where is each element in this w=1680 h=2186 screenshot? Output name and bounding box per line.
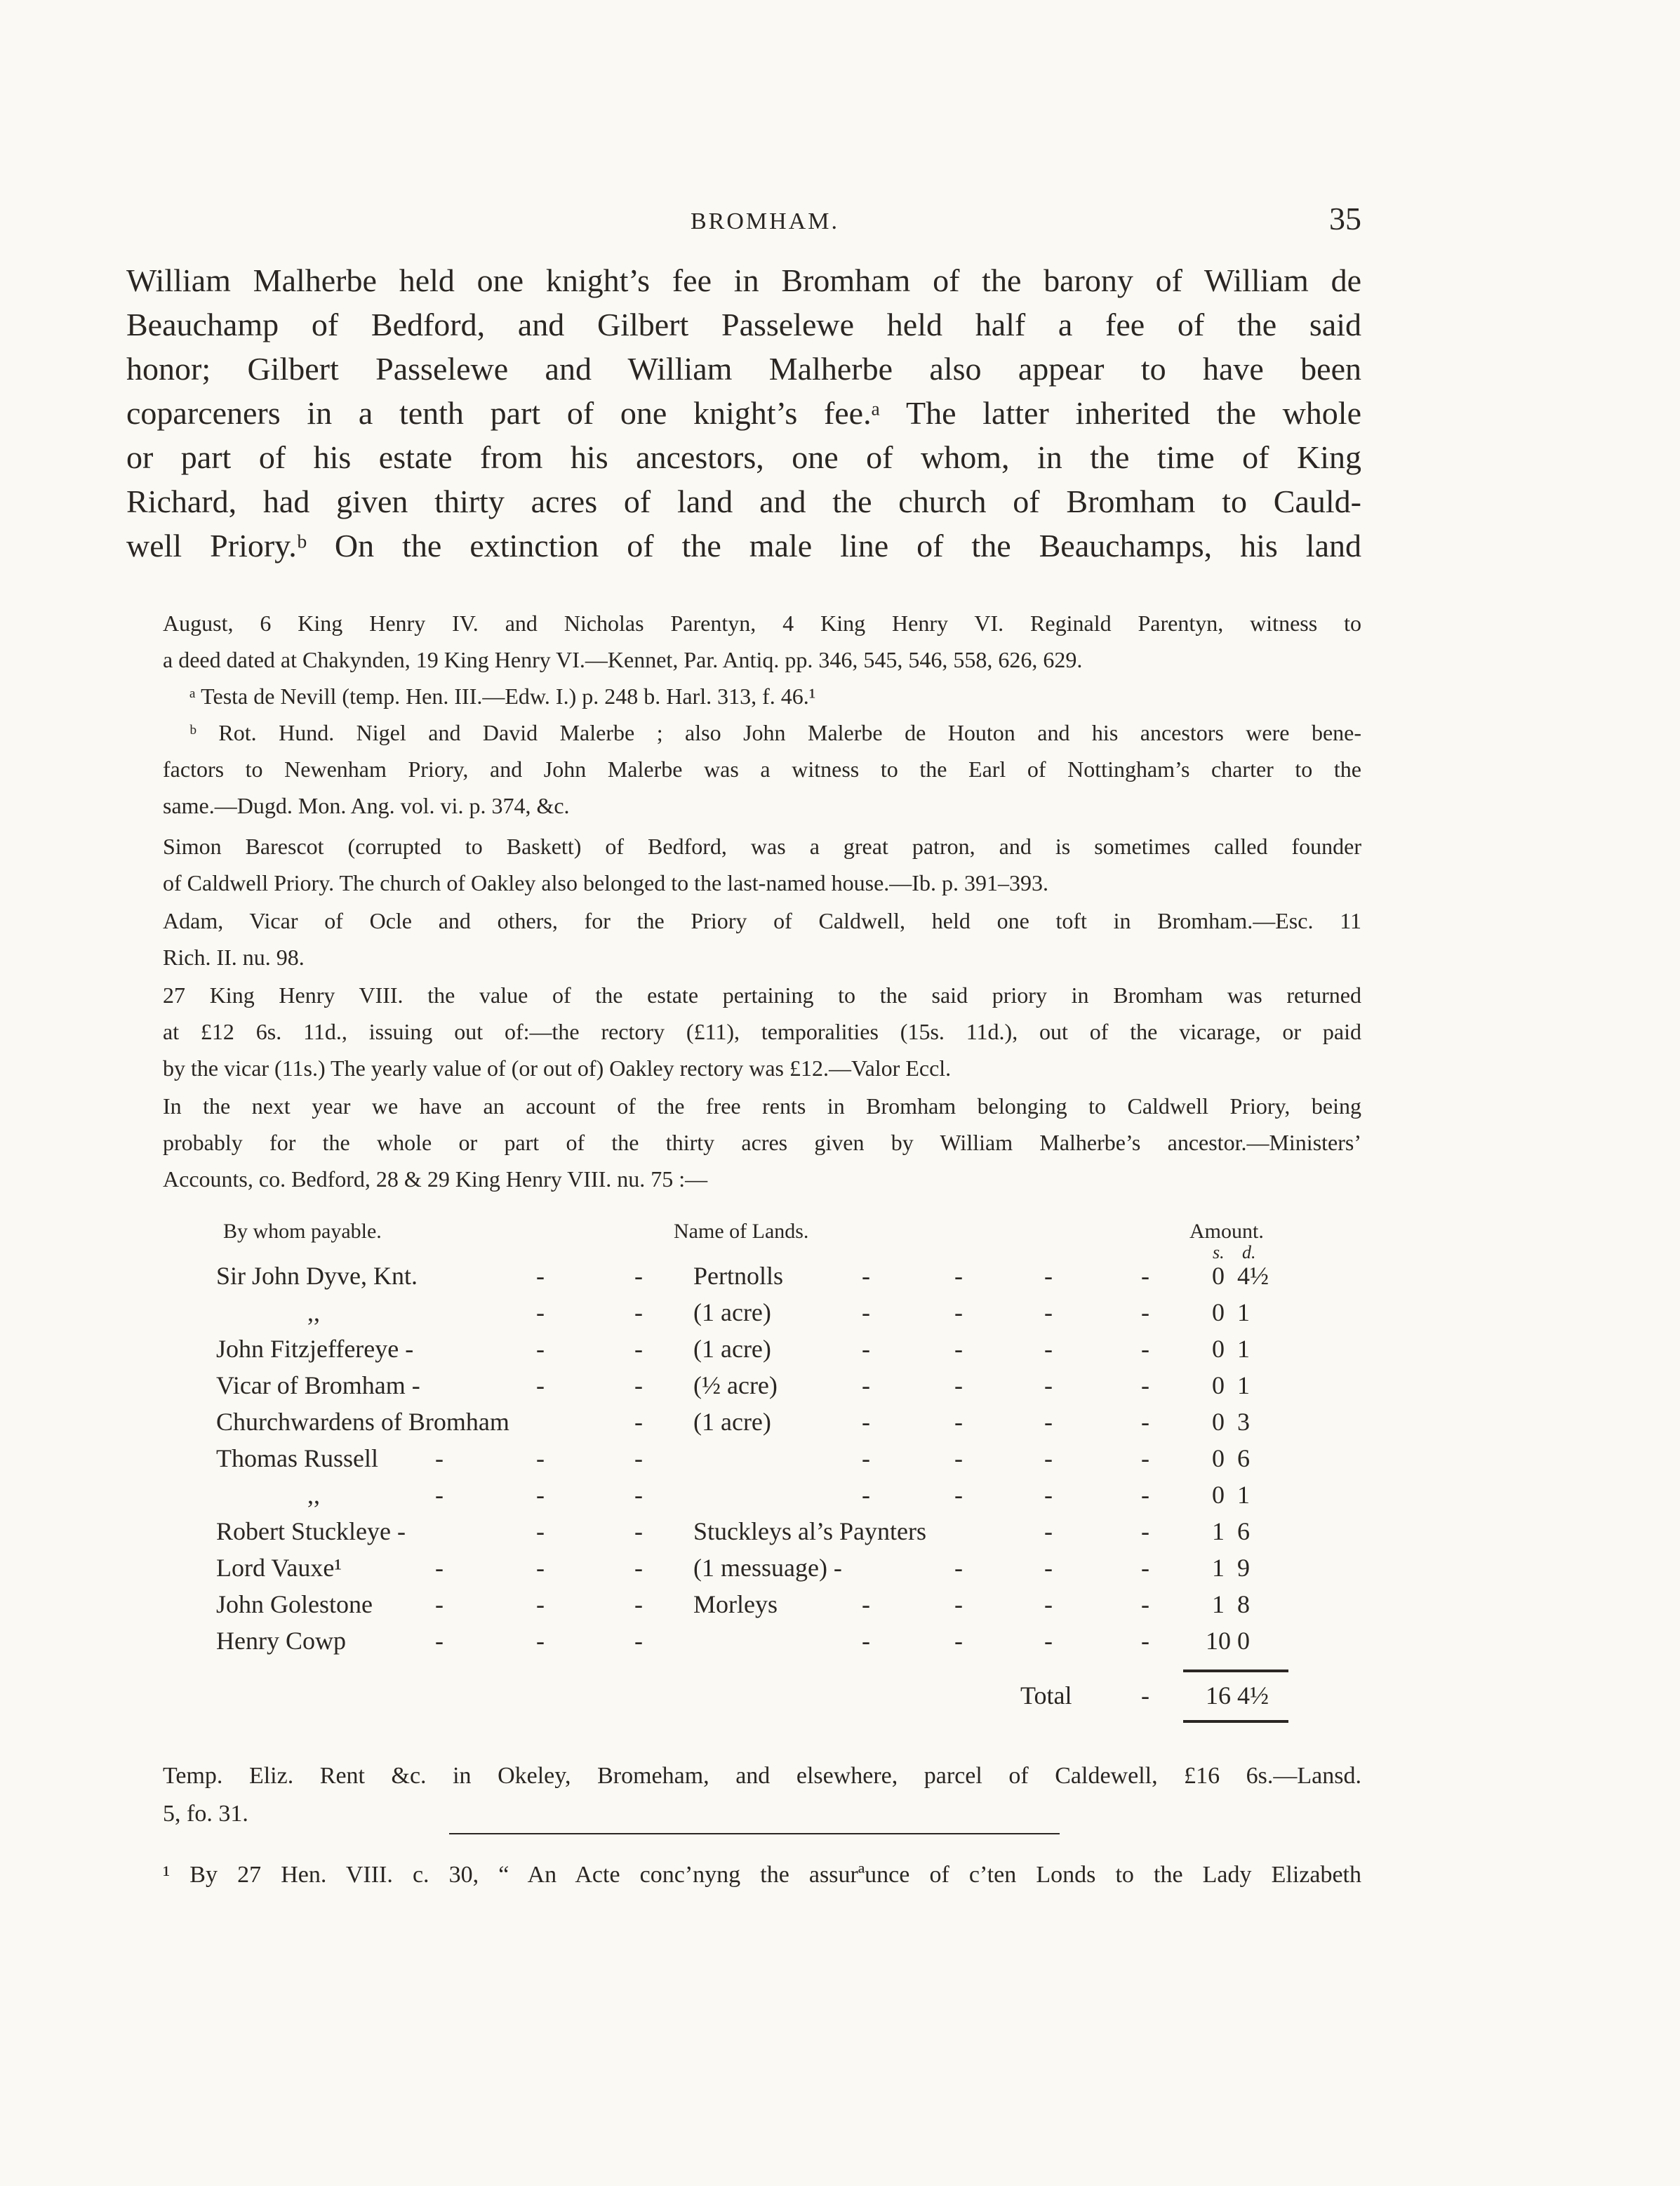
main-line: well Priory.ᵇ On the extinction of the male line of the Beauchamps, his land (126, 528, 1361, 564)
total-row (216, 1681, 1290, 1717)
land-name: (1 acre) (693, 1298, 771, 1326)
land-name: (1 messuage) - (693, 1554, 842, 1582)
footnote-simon (163, 828, 1361, 901)
footnote-line: 27 King Henry VIII. the value of the estate pertaining to the said priory in Bromham was returned (163, 982, 1361, 1008)
land-name: Pertnolls (693, 1262, 784, 1290)
total-rule-top (1183, 1670, 1288, 1672)
amount-pence: 9 (1237, 1554, 1250, 1582)
column-header-amount: Amount. (1189, 1220, 1264, 1243)
amount-pence: 3 (1237, 1408, 1250, 1436)
table-row: John Golestone - - - Morleys - - - - 1 8 (216, 1589, 1290, 1626)
land-name: Morleys (693, 1590, 778, 1618)
column-header-shillings: s. (1213, 1242, 1225, 1262)
footnote-line: In the next year we have an account of the free rents in Bromham belonging to Caldwell Priory, being (163, 1093, 1361, 1119)
footnote-line: by the vicar (11s.) The yearly value of (or out of) Oakley rectory was £12.—Valor Eccl. (163, 1055, 952, 1081)
table-row: Robert Stuckleye - - - Stuckleys al’s Paynters - - 1 6 (216, 1517, 1290, 1553)
temp-eliz-note (163, 1757, 1361, 1833)
footnote-line: Simon Barescot (corrupted to Baskett) of Bedford, was a great patron, and is sometimes called founder (163, 834, 1361, 859)
column-header-lands: Name of Lands. (674, 1220, 809, 1243)
running-head (168, 200, 1361, 242)
payer-name: Thomas Russell (216, 1444, 378, 1472)
main-line: honor; Gilbert Passelewe and William Malherbe also appear to have been (126, 351, 1361, 387)
land-name: (½ acre) (693, 1371, 778, 1399)
table-row: Churchwardens of Bromham - (1 acre) - - - - 0 3 (216, 1407, 1290, 1444)
land-name: (1 acre) (693, 1408, 771, 1436)
payer-name: Churchwardens of Bromham (216, 1408, 509, 1436)
total-rule-bottom (1183, 1720, 1288, 1723)
footnote-line: Rich. II. nu. 98. (163, 945, 305, 970)
column-header-pence: d. (1242, 1242, 1256, 1262)
payer-name: ,, (307, 1298, 320, 1326)
amount-shillings: 1 (1212, 1590, 1225, 1618)
note-line: Temp. Eliz. Rent &c. in Okeley, Bromeham, and elsewhere, parcel of Caldewell, £16 6s.—Lansd. (163, 1763, 1361, 1789)
amount-shillings: 10 (1206, 1627, 1231, 1655)
amount-pence: 1 (1237, 1371, 1250, 1399)
footnote-a (189, 678, 1361, 714)
payer-name: John Fitzjeffereye - (216, 1335, 414, 1363)
footnote-line: probably for the whole or part of the thirty acres given by William Malherbe’s ancestor.—Ministers’ (163, 1130, 1361, 1155)
amount-shillings: 0 (1212, 1335, 1225, 1363)
table-row: ,, - - - - - - - 0 1 (216, 1480, 1290, 1517)
footnote-1 (163, 1856, 1361, 1894)
amount-pence: 1 (1237, 1335, 1250, 1363)
amount-pence: 1 (1237, 1481, 1250, 1509)
footnote-separator (449, 1833, 1060, 1834)
footnote-line: ᵃ Testa de Nevill (temp. Hen. III.—Edw. I.) p. 248 b. Harl. 313, f. 46.¹ (189, 684, 816, 709)
main-line: coparceners in a tenth part of one knight’s fee.ᵃ The latter inherited the whole (126, 395, 1361, 431)
footnote-next-year (163, 1088, 1361, 1197)
total-pence: 4½ (1237, 1681, 1269, 1710)
footnote-line: a deed dated at Chakynden, 19 King Henry VI.—Kennet, Par. Antiq. pp. 346, 545, 546, 558, 626, 629. (163, 647, 1083, 672)
amount-pence: 8 (1237, 1590, 1250, 1618)
footnote-line: Adam, Vicar of Ocle and others, for the Priory of Caldwell, held one toft in Bromham.—Esc. 11 (163, 908, 1361, 933)
main-line: William Malherbe held one knight’s fee in Bromham of the barony of William de (126, 262, 1361, 298)
main-line: Beauchamp of Bedford, and Gilbert Passelewe held half a fee of the said (126, 307, 1361, 342)
note-line: 5, fo. 31. (163, 1801, 248, 1827)
table-row: Thomas Russell - - - - - - - 0 6 (216, 1444, 1290, 1480)
amount-shillings: 0 (1212, 1262, 1225, 1290)
main-line: or part of his estate from his ancestors, one of whom, in the time of King (126, 439, 1361, 475)
payer-name: Vicar of Bromham - (216, 1371, 420, 1399)
table-row: Sir John Dyve, Knt. - - Pertnolls - - - - 0 4½ (216, 1261, 1290, 1298)
page-number: 35 (1329, 201, 1361, 236)
footnote-line: at £12 6s. 11d., issuing out of:—the rectory (£11), temporalities (15s. 11d.), out of the vicarage, or paid (163, 1019, 1361, 1044)
table-row: John Fitzjeffereye - - - (1 acre) - - - - 0 1 (216, 1334, 1290, 1371)
footnote-27-henry (163, 977, 1361, 1086)
payer-name: John Golestone (216, 1590, 373, 1618)
amount-shillings: 0 (1212, 1408, 1225, 1436)
total-dash: - (1141, 1681, 1149, 1710)
amount-shillings: 0 (1212, 1371, 1225, 1399)
amount-shillings: 0 (1212, 1481, 1225, 1509)
main-line: Richard, had given thirty acres of land and the church of Bromham to Cauld- (126, 484, 1361, 519)
amount-shillings: 1 (1212, 1517, 1225, 1545)
table-row: Henry Cowp - - - - - - - 10 0 (216, 1626, 1290, 1662)
amount-shillings: 0 (1212, 1444, 1225, 1472)
total-shillings: 16 (1206, 1681, 1231, 1710)
footnote-adam (163, 902, 1361, 975)
amount-pence: 1 (1237, 1298, 1250, 1326)
footnote-b (163, 714, 1361, 824)
footnote-line: of Caldwell Priory. The church of Oakley also belonged to the last-named house.—Ib. p. 391–393. (163, 870, 1048, 895)
footnote-line: ¹ By 27 Hen. VIII. c. 30, “ An Acte conc’nyng the assurªunce of c’ten Londs to the Lady Elizabeth (163, 1862, 1361, 1888)
payer-name: Lord Vauxe¹ (216, 1554, 342, 1582)
total-label: Total (1020, 1681, 1072, 1710)
footnote-line: August, 6 King Henry IV. and Nicholas Parentyn, 4 King Henry VI. Reginald Parentyn, witness to (163, 611, 1361, 636)
table-row: ,, - - (1 acre) - - - - 0 1 (216, 1298, 1290, 1334)
running-title: BROMHAM. (691, 208, 839, 234)
amount-shillings: 0 (1212, 1298, 1225, 1326)
footnote-continued (163, 605, 1361, 678)
footnote-line: Accounts, co. Bedford, 28 & 29 King Henry VIII. nu. 75 :— (163, 1166, 708, 1192)
payer-name: ,, (307, 1481, 320, 1509)
main-paragraph (126, 258, 1361, 568)
payer-name: Robert Stuckleye - (216, 1517, 406, 1545)
column-header-whom: By whom payable. (223, 1220, 382, 1243)
land-name: Stuckleys al’s Paynters (693, 1517, 926, 1545)
footnote-line: same.—Dugd. Mon. Ang. vol. vi. p. 374, &c. (163, 793, 570, 818)
amount-pence: 4½ (1237, 1262, 1269, 1290)
table-row: Vicar of Bromham - - - (½ acre) - - - - 0 1 (216, 1371, 1290, 1407)
amount-pence: 6 (1237, 1517, 1250, 1545)
payer-name: Henry Cowp (216, 1627, 346, 1655)
amount-pence: 0 (1237, 1627, 1250, 1655)
amount-pence: 6 (1237, 1444, 1250, 1472)
amount-shillings: 1 (1212, 1554, 1225, 1582)
footnote-line: ᵇ Rot. Hund. Nigel and David Malerbe ; also John Malerbe de Houton and his ancestors were bene- (189, 720, 1361, 745)
land-name: (1 acre) (693, 1335, 771, 1363)
payer-name: Sir John Dyve, Knt. (216, 1262, 418, 1290)
footnote-line: factors to Newenham Priory, and John Malerbe was a witness to the Earl of Nottingham’s charter to the (163, 757, 1361, 782)
table-row: Lord Vauxe¹ - - - (1 messuage) - - - - 1 9 (216, 1553, 1290, 1589)
